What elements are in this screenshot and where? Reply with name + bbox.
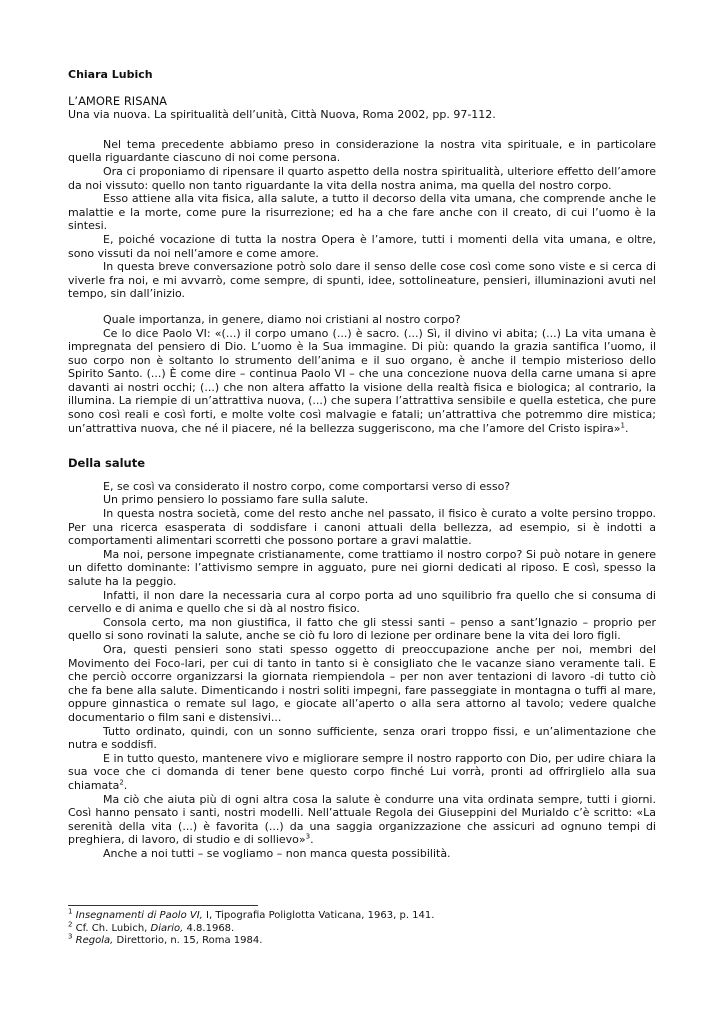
paolo-vi-quote-paragraph: Ce lo dice Paolo VI: «(...) il corpo umano (...) è sacro. (...) Sì, il divino vi abita; (...) La vita umana è impregnata del pensiero di Dio. L’uomo è la Sua immagine. Di più: quando la grazia santifica l’uomo, il suo corpo non è soltanto lo strumento dell’anima e il suo organo, è anche il tempio misterioso dello Spirito Santo. (...) È come dire – continua Paolo VI – che una concezione nuova della carne umana si apre davanti ai nostri occhi; (...) che non altera affatto la visione della realtà fisica e biologica; al contrario, la illumina. La riempie di un’attrattiva nuova, (...) che supera l’attrattiva sensibile e quella estetica, che pure sono così reali e così forti, e molte volte così malvagie e fatali; un’attrattiva che potremmo dire mistica; un’attrattiva nuova, che né il piacere, né la bellezza suggeriscono, ma che l’amore del Cristo ispira»$^1$.	[68, 326, 656, 435]
footnote-item	[68, 907, 656, 923]
section-heading: Della salute	[68, 456, 146, 471]
footnotes	[68, 905, 656, 948]
body-paragraph: E in tutto questo, mantenere vivo e migliorare sempre il nostro rapporto con Dio, per udire chiara la sua voce che ci domanda di tener bene questo corpo finché Lui vorrà, pronti ad offrirglielo alla sua chiamata$^2$.	[68, 751, 656, 792]
body-paragraph: Ora, questi pensieri sono stati spesso oggetto di preoccupazione anche per noi, membri del Movimento dei Foco-lari, per cui di tanto in tanto si è consigliato che le vacanze siano veramente tali. E che perciò occorre organizzarsi la giornata riempiendola – per non aver tentazioni di lavoro -di tutto ciò che fa bene alla salute. Dimenticando i nostri soliti impegni, fare passeggiate in montagna o tuffi al mare, oppure ginnastica o remate sul lago, e giocate all’aperto o alla sera attorno al tavolo; vedere qualche documentario o film sani e distensivi...	[68, 642, 656, 724]
paragraph-text: Ma ciò che aiuta più di ogni altra cosa la salute è condurre una vita ordinata sempre, tutti i giorni. Così hanno pensato i santi, nostri modelli. Nell’attuale Regola dei Giuseppini del Murialdo c’è scritto: «La serenità della vita (...) è favorita (...) da una saggia organizzazione che assicuri ad ognuno tempi di preghiera, di lavoro, di studio e di sollievo»	[68, 792, 656, 847]
footnote-ref[interactable]: 2	[119, 778, 124, 787]
footnote-text: Direttorio, n. 15, Roma 1984.	[113, 935, 263, 946]
footnote-text: 4.8.1968.	[183, 922, 235, 934]
body-paragraph: Tutto ordinato, quindi, con un sonno sufficiente, senza orari troppo fissi, e un’alimentazione che nutra e soddisfi.	[68, 724, 656, 752]
intro-paragraph: E, poiché vocazione di tutta la nostra Opera è l’amore, tutti i momenti della vita umana, e oltre, sono vissuti da noi nell’amore e come amore.	[68, 232, 656, 260]
body-paragraph: Ma noi, persone impegnate cristianamente, come trattiamo il nostro corpo? Si può notare in genere un difetto dominante: l’attivismo sempre in agguato, pure nei giorni dedicati al riposo. E così, spesso la salute ha la peggio.	[68, 547, 656, 588]
footnote-item	[68, 920, 656, 936]
body-paragraph: Ma ciò che aiuta più di ogni altra cosa la salute è condurre una vita ordinata sempre, tutti i giorni. Così hanno pensato i santi, nostri modelli. Nell’attuale Regola dei Giuseppini del Murialdo c’è scritto: «La serenità della vita (...) è favorita (...) da una saggia organizzazione che assicuri ad ognuno tempi di preghiera, di lavoro, di studio e di sollievo»$^3$.	[68, 792, 656, 847]
intro-paragraph: Nel tema precedente abbiamo preso in considerazione la nostra vita spirituale, e in particolare quella riguardante ciascuno di noi come persona.	[68, 137, 656, 165]
footnote-work-title: Regola,	[75, 935, 114, 946]
document-title: L’AMORE RISANA	[68, 93, 168, 108]
paragraph-text: E in tutto questo, mantenere vivo e migliorare sempre il nostro rapporto con Dio, per udire chiara la sua voce che ci domanda di tener bene questo corpo finché Lui vorrà, pronti ad offrirglielo alla sua chiamata	[68, 751, 656, 792]
intro-paragraph: Ora ci proponiamo di ripensare il quarto aspetto della nostra spiritualità, ulteriore effetto dell’amore da noi vissuto: quello non tanto riguardante la vita della nostra anima, ma quella del nostro corpo.	[68, 164, 656, 192]
intro-paragraph: In questa breve conversazione potrò solo dare il senso delle cose così come sono viste e si cerca di viverle fra noi, e mi avvarrò, come sempre, di spunti, idee, sottolineature, pensieri, illuminazioni avuti nel tempo, sin dall’inizio.	[68, 260, 656, 301]
body-paragraph: Un primo pensiero lo possiamo fare sulla salute.	[103, 493, 369, 507]
footnote-number: 2	[68, 920, 73, 929]
body-paragraph: Infatti, il non dare la necessaria cura al corpo porta ad uno squilibrio fra quello che si consuma di cervello e di anima e quello che si dà al nostro fisico.	[68, 588, 656, 616]
quote-text: Ce lo dice Paolo VI: «(...) il corpo umano (...) è sacro. (...) Sì, il divino vi abita; (...) La vita umana è impregnata del pensiero di Dio. L’uomo è la Sua immagine. Di più: quando la grazia santifica l’uomo, il suo corpo non è soltanto lo strumento dell’anima e il suo organo, è anche il tempio misterioso dello Spirito Santo. (...) È come dire – continua Paolo VI – che una concezione nuova della carne umana si apre davanti ai nostri occhi; (...) che non altera affatto la visione della realtà fisica e biologica; al contrario, la illumina. La riempie di un’attrattiva nuova, (...) che supera l’attrattiva sensibile e quella estetica, che pure sono così reali e così forti, e molte volte così malvagie e fatali; un’attrattiva che potremmo dire mistica; un’attrattiva nuova, che né il piacere, né la bellezza suggeriscono, ma che l’amore del Cristo ispira»	[68, 326, 656, 435]
body-paragraph: Anche a noi tutti – se vogliamo – non manca questa possibilità.	[103, 846, 451, 860]
body-paragraph: Quale importanza, in genere, diamo noi cristiani al nostro corpo?	[103, 312, 461, 326]
document-page	[68, 68, 656, 860]
footnote-ref[interactable]: 1	[620, 421, 625, 429]
body-paragraph: Consola certo, ma non giustifica, il fatto che gli stessi santi – penso a sant’Ignazio – proprio per quello si sono rovinati la salute, anche se ciò fu loro di lezione per ordinare bene la vita dei loro figli.	[68, 615, 656, 643]
body-paragraph: In questa nostra società, come del resto anche nel passato, il fisico è curato a volte persino troppo. Per una ricerca esasperata di soddisfare i canoni attuali della bellezza, ad esempio, si è indotti a comportamenti alimentari scorretti che possono portare a gravi malattie.	[68, 507, 656, 548]
footnote-work-title: Insegnamenti di Paolo VI,	[75, 910, 203, 921]
footnote-work-title: Diario,	[150, 922, 184, 934]
footnote-number: 1	[68, 907, 73, 916]
body-paragraph: E, se così va considerato il nostro corpo, come comportarsi verso di esso?	[103, 479, 511, 493]
source-citation: Una via nuova. La spiritualità dell’unità, Città Nuova, Roma 2002, pp. 97-112.	[68, 108, 496, 122]
paragraph-gap	[68, 301, 656, 313]
author-name: Chiara Lubich	[68, 68, 153, 81]
intro-paragraph: Esso attiene alla vita fisica, alla salute, a tutto il decorso della vita umana, che comprende anche le malattie e la morte, come pure la risurrezione; ed ha a che fare anche con il creato, di cui l’uomo è la sintesi.	[68, 192, 656, 233]
footnote-divider	[68, 905, 258, 906]
footnote-item	[68, 932, 656, 948]
footnote-number: 3	[68, 932, 73, 941]
footnote-text: Cf. Ch. Lubich,	[75, 922, 151, 934]
footnote-text: I, Tipografia Poliglotta Vaticana, 1963, p. 141.	[202, 910, 435, 921]
footnote-ref[interactable]: 3	[305, 832, 311, 841]
